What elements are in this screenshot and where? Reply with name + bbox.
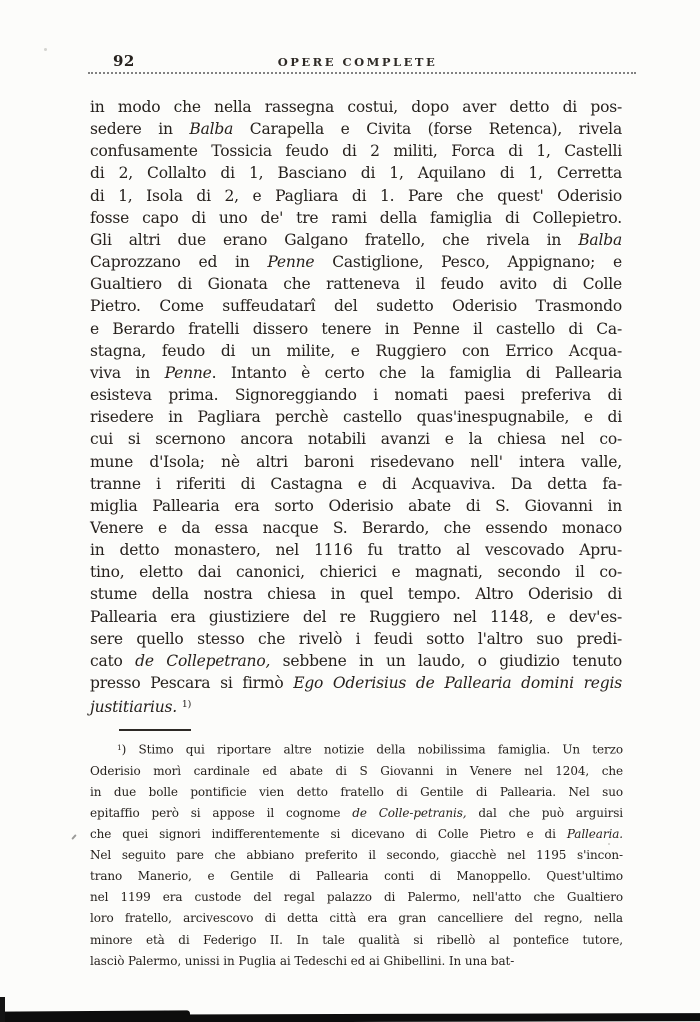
text-line: tino, eletto dai canonici, chierici e magnati, secondo il co-	[90, 563, 622, 582]
text-line: $^1$) Stimo qui riportare altre notizie della nobilissima famiglia. Un terzo	[117, 742, 623, 757]
scan-artifact	[44, 48, 47, 51]
text-line: Nel seguito pare che abbiano preferito il secondo, giacchè nel 1195 s'incon-	[90, 848, 623, 863]
text-line: Venere e da essa nacque S. Berardo, che essendo monaco	[90, 518, 622, 537]
text-line: loro fratello, arcivescovo di detta città era gran cancelliere del regno, nella	[90, 911, 623, 926]
text-line: Pallearia era giustiziere del re Ruggiero nel 1148, e dev'es-	[90, 607, 622, 626]
text-line: di 2, Collalto di 1, Basciano di 1, Aquilano di 1, Cerretta	[90, 164, 622, 183]
text-line: che quei signori indifferentemente si dicevano di Colle Pietro e di Pallearia.	[90, 827, 623, 842]
scan-artifact	[0, 1010, 190, 1022]
text-line: sedere in Balba Carapella e Civita (forse Retenca), rivela	[90, 120, 622, 139]
text-line: trano Manerio, e Gentile di Pallearia conti di Manoppello. Quest'ultimo	[90, 869, 623, 884]
text-line: mune d'Isola; nè altri baroni risedevano nell' intera valle,	[90, 452, 622, 471]
text-line: tranne i riferiti di Castagna e di Acquaviva. Da detta fa-	[90, 474, 622, 493]
page-header	[90, 52, 625, 72]
text-line: justitiarius. $^{1)}$	[90, 698, 192, 717]
text-line: Oderisio morì cardinale ed abate di S Giovanni in Venere nel 1204, che	[90, 763, 623, 778]
text-line: di 1, Isola di 2, e Pagliara di 1. Pare che quest' Oderisio	[90, 186, 622, 205]
text-line: stagna, feudo di un milite, e Ruggiero con Errico Acqua-	[90, 341, 622, 360]
text-line: Gli altri due erano Galgano fratello, che rivela in Balba	[90, 230, 622, 249]
text-line: minore età di Federigo II. In tale qualità si ribellò al pontefice tutore,	[90, 932, 623, 947]
text-line: confusamente Tossicia feudo di 2 militi, Forca di 1, Castelli	[90, 142, 622, 161]
text-line: lasciò Palermo, unissi in Puglia ai Tedeschi ed ai Ghibellini. In una bat-	[90, 953, 515, 968]
scan-artifact	[71, 834, 77, 840]
text-line: Pietro. Come suffeudatarî del sudetto Oderisio Trasmondo	[90, 297, 622, 316]
running-title: OPERE COMPLETE	[277, 55, 438, 69]
text-line: in modo che nella rassegna costui, dopo aver detto di pos-	[90, 98, 622, 116]
text-line: cui si scernono ancora notabili avanzi e la chiesa nel co-	[90, 430, 622, 449]
scan-artifact	[608, 843, 610, 845]
body-text	[90, 96, 622, 718]
footnote-separator	[119, 729, 191, 731]
scan-artifact	[0, 997, 5, 1022]
text-line: Gualtiero di Gionata che ratteneva il feudo avito di Colle	[90, 275, 622, 294]
text-line: e Berardo fratelli dissero tenere in Penne il castello di Ca-	[90, 319, 622, 338]
text-line: presso Pescara si firmò Ego Oderisius de Pallearia domini regis	[90, 674, 622, 693]
text-line: viva in Penne. Intanto è certo che la famiglia di Pallearia	[90, 363, 623, 382]
text-line: esisteva prima. Signoreggiando i nomati paesi preferiva di	[90, 386, 622, 405]
text-line: miglia Pallearia era sorto Oderisio abate di S. Giovanni in	[90, 496, 622, 515]
text-line: epitaffio però si appose il cognome de Colle-petranis, dal che può arguirsi	[90, 806, 623, 820]
text-line: in detto monastero, nel 1116 fu tratto al vescovado Apru-	[90, 541, 622, 560]
text-line: stume della nostra chiesa in quel tempo. Altro Oderisio di	[90, 585, 622, 604]
footnote-text	[90, 737, 623, 972]
text-line: in due bolle pontificie vien detto fratello di Gentile di Pallearia. Nel suo	[90, 784, 623, 799]
text-line: Caprozzano ed in Penne Castiglione, Pesco, Appignano; e	[90, 253, 622, 272]
text-line: sere quello stesso che rivelò i feudi sotto l'altro suo predi-	[90, 629, 622, 648]
text-line: risedere in Pagliara perchè castello quas'inespugnabile, e di	[90, 408, 622, 427]
text-line: fosse capo di uno de' tre rami della famiglia di Collepietro.	[90, 208, 622, 227]
header-rule	[88, 72, 636, 74]
text-line: nel 1199 era custode del regal palazzo di Palermo, nell'atto che Gualtiero	[90, 890, 623, 905]
text-line: cato de Collepetrano, sebbene in un laudo, o giudizio tenuto	[90, 651, 622, 670]
page-number: 92	[113, 52, 135, 70]
